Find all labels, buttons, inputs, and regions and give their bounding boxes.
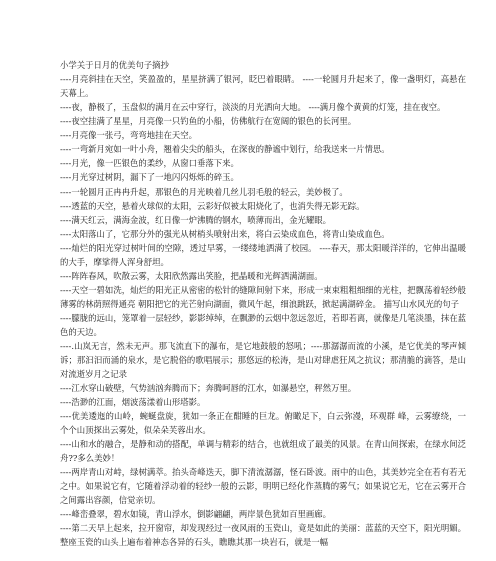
paragraph: ----一轮圆月正冉冉升起，那银色的月光映着几丝儿羽毛般的轻云，美妙极了。 xyxy=(60,186,348,197)
paragraph: ----透蓝的天空，悬着火球似的太阳，云彩好似被太阳烧化了，也消失得无影无踪。 xyxy=(60,200,365,211)
paragraph: ----山和水的融合，是静和动的搭配，单调与精彩的结合，也就组成了最美的风景。在青山间探索，在绿水间泛舟??多么美妙！ xyxy=(60,439,466,464)
paragraph: ----月亮斜挂在天空，笑盈盈的，星星挤满了银河，眨巴着眼睛。 ----一轮圆月升起来了，像一盏明灯，高悬在天幕上。 xyxy=(60,74,466,98)
document-body xyxy=(60,73,466,550)
paragraph: ----两岸青山对峙，绿树满萃。抬头奇峰迭天，脚下清流潺潺，怪石卧波。雨中的山色，其美妙完全在若有若无之中。如果说它有，它随着浮动着的轻纱一般的云影，明明已经化作蒸腾的雾气；如果说它无，它在云雾开合之间露出容颜，信觉亲切。 xyxy=(60,467,466,505)
paragraph: ----月光穿过树阴，漏下了一地闪闪烁烁的碎玉。 xyxy=(60,172,239,183)
paragraph: ----浩渺的江面，烟波荡漾着山形塔影。 xyxy=(60,397,206,408)
paragraph: ----.山岚无言，然未无声。那飞流直下的瀑布，是它地鼓般的怒吼；----那潺潺而流的小溪，是它优美的琴声倾诉；那汩汩而涌的泉水，是它脱俗的歌唱展示；那悠远的松涛，是山对肆虐狂风之抗议；那清脆的滴答，是山对流逝岁月之记录 xyxy=(60,341,466,379)
document-title: 小学关于日月的优美句子摘抄 xyxy=(60,60,169,70)
paragraph: ----峰峦叠翠，碧水如镜，青山浮水，倒影翩翩，两岸景色犹如百里画廊。 xyxy=(60,509,331,520)
paragraph: ----朦胧的远山，笼罩着一层轻纱，影影绰绰，在飘渺的云烟中忽远忽近，若即若离，就像是几笔淡墨，抹在蓝色的天边。 xyxy=(60,313,466,337)
paragraph: ----月亮像一张弓，弯弯地挂在天空。 xyxy=(60,130,197,141)
paragraph: ----灿烂的阳光穿过树叶间的空隙，透过早雾，一缕缕地洒满了校园。 ----春天，那太阳暖洋洋的，它伸出温暖的大手，摩挲得人浑身舒坦。 xyxy=(60,242,466,267)
paragraph: ----阵阵春风，吹散云雾，太阳欣然露出笑脸，把晶暖和光辉洒满湖面。 xyxy=(60,270,323,281)
paragraph: ----天空一碧如洗，灿烂的阳光正从密密的松针的缝隙间射下来，形成一束束粗粗细细的光柱，把飘荡着轻纱般薄雾的林荫照得通亮 朝阳把它的光芒射向湖面，微风午起，细浪跳跃，掀起满湖碎金。 描写山水风光的句子 xyxy=(60,285,466,309)
paragraph: ----夜，静极了，玉盘似的满月在云中穿行，淡淡的月光洒向大地。 ----满月像个黄黄的灯笼，挂在夜空。 xyxy=(60,102,446,112)
paragraph: ----太阳落山了，它那分外的强光从树梢头喷射出来，将白云染成血色，将青山染成血色。 xyxy=(60,228,390,239)
paragraph: ----夜空挂满了星星，月亮像一只钓鱼的小船，仿佛航行在宽阔的银色的长河里。 xyxy=(60,116,357,127)
paragraph: ----满天红云，满海金波，红日像一炉沸腾的钢水，喷薄而出，金光耀眼。 xyxy=(60,214,331,225)
paragraph: ----月光，像一匹银色的柔纱，从窗口垂落下来。 xyxy=(60,158,239,169)
paragraph: ----第二天早上起来，拉开窗帘，却发现经过一夜风雨的玉瓷山，竟是如此的美丽：蓝蓝的天空下，阳光明媚。整座玉瓷的山头上遍布着神态各异的石头，瞧瞧其那一块岩石，就是一幅 xyxy=(60,523,466,548)
paragraph: ----江水穿山破壁，气势汹汹奔腾而下；奔腾呵唇的江水，如瀑悬空，秤然万里。 xyxy=(60,382,357,393)
paragraph: ----优美逶迤的山岭，蜿蜒盘旋，犹如一条正在酣睡的巨龙。俯瞰足下，白云弥漫，环观群 峰，云雾缭绕，一个个山顶探出云雾处，似朵朵芙蓉出水。 xyxy=(60,411,466,436)
paragraph: ----一弯新月宛如一叶小舟，翘着尖尖的船头，在深夜的静谧中划行，给我送来一片情思。 xyxy=(60,144,390,155)
